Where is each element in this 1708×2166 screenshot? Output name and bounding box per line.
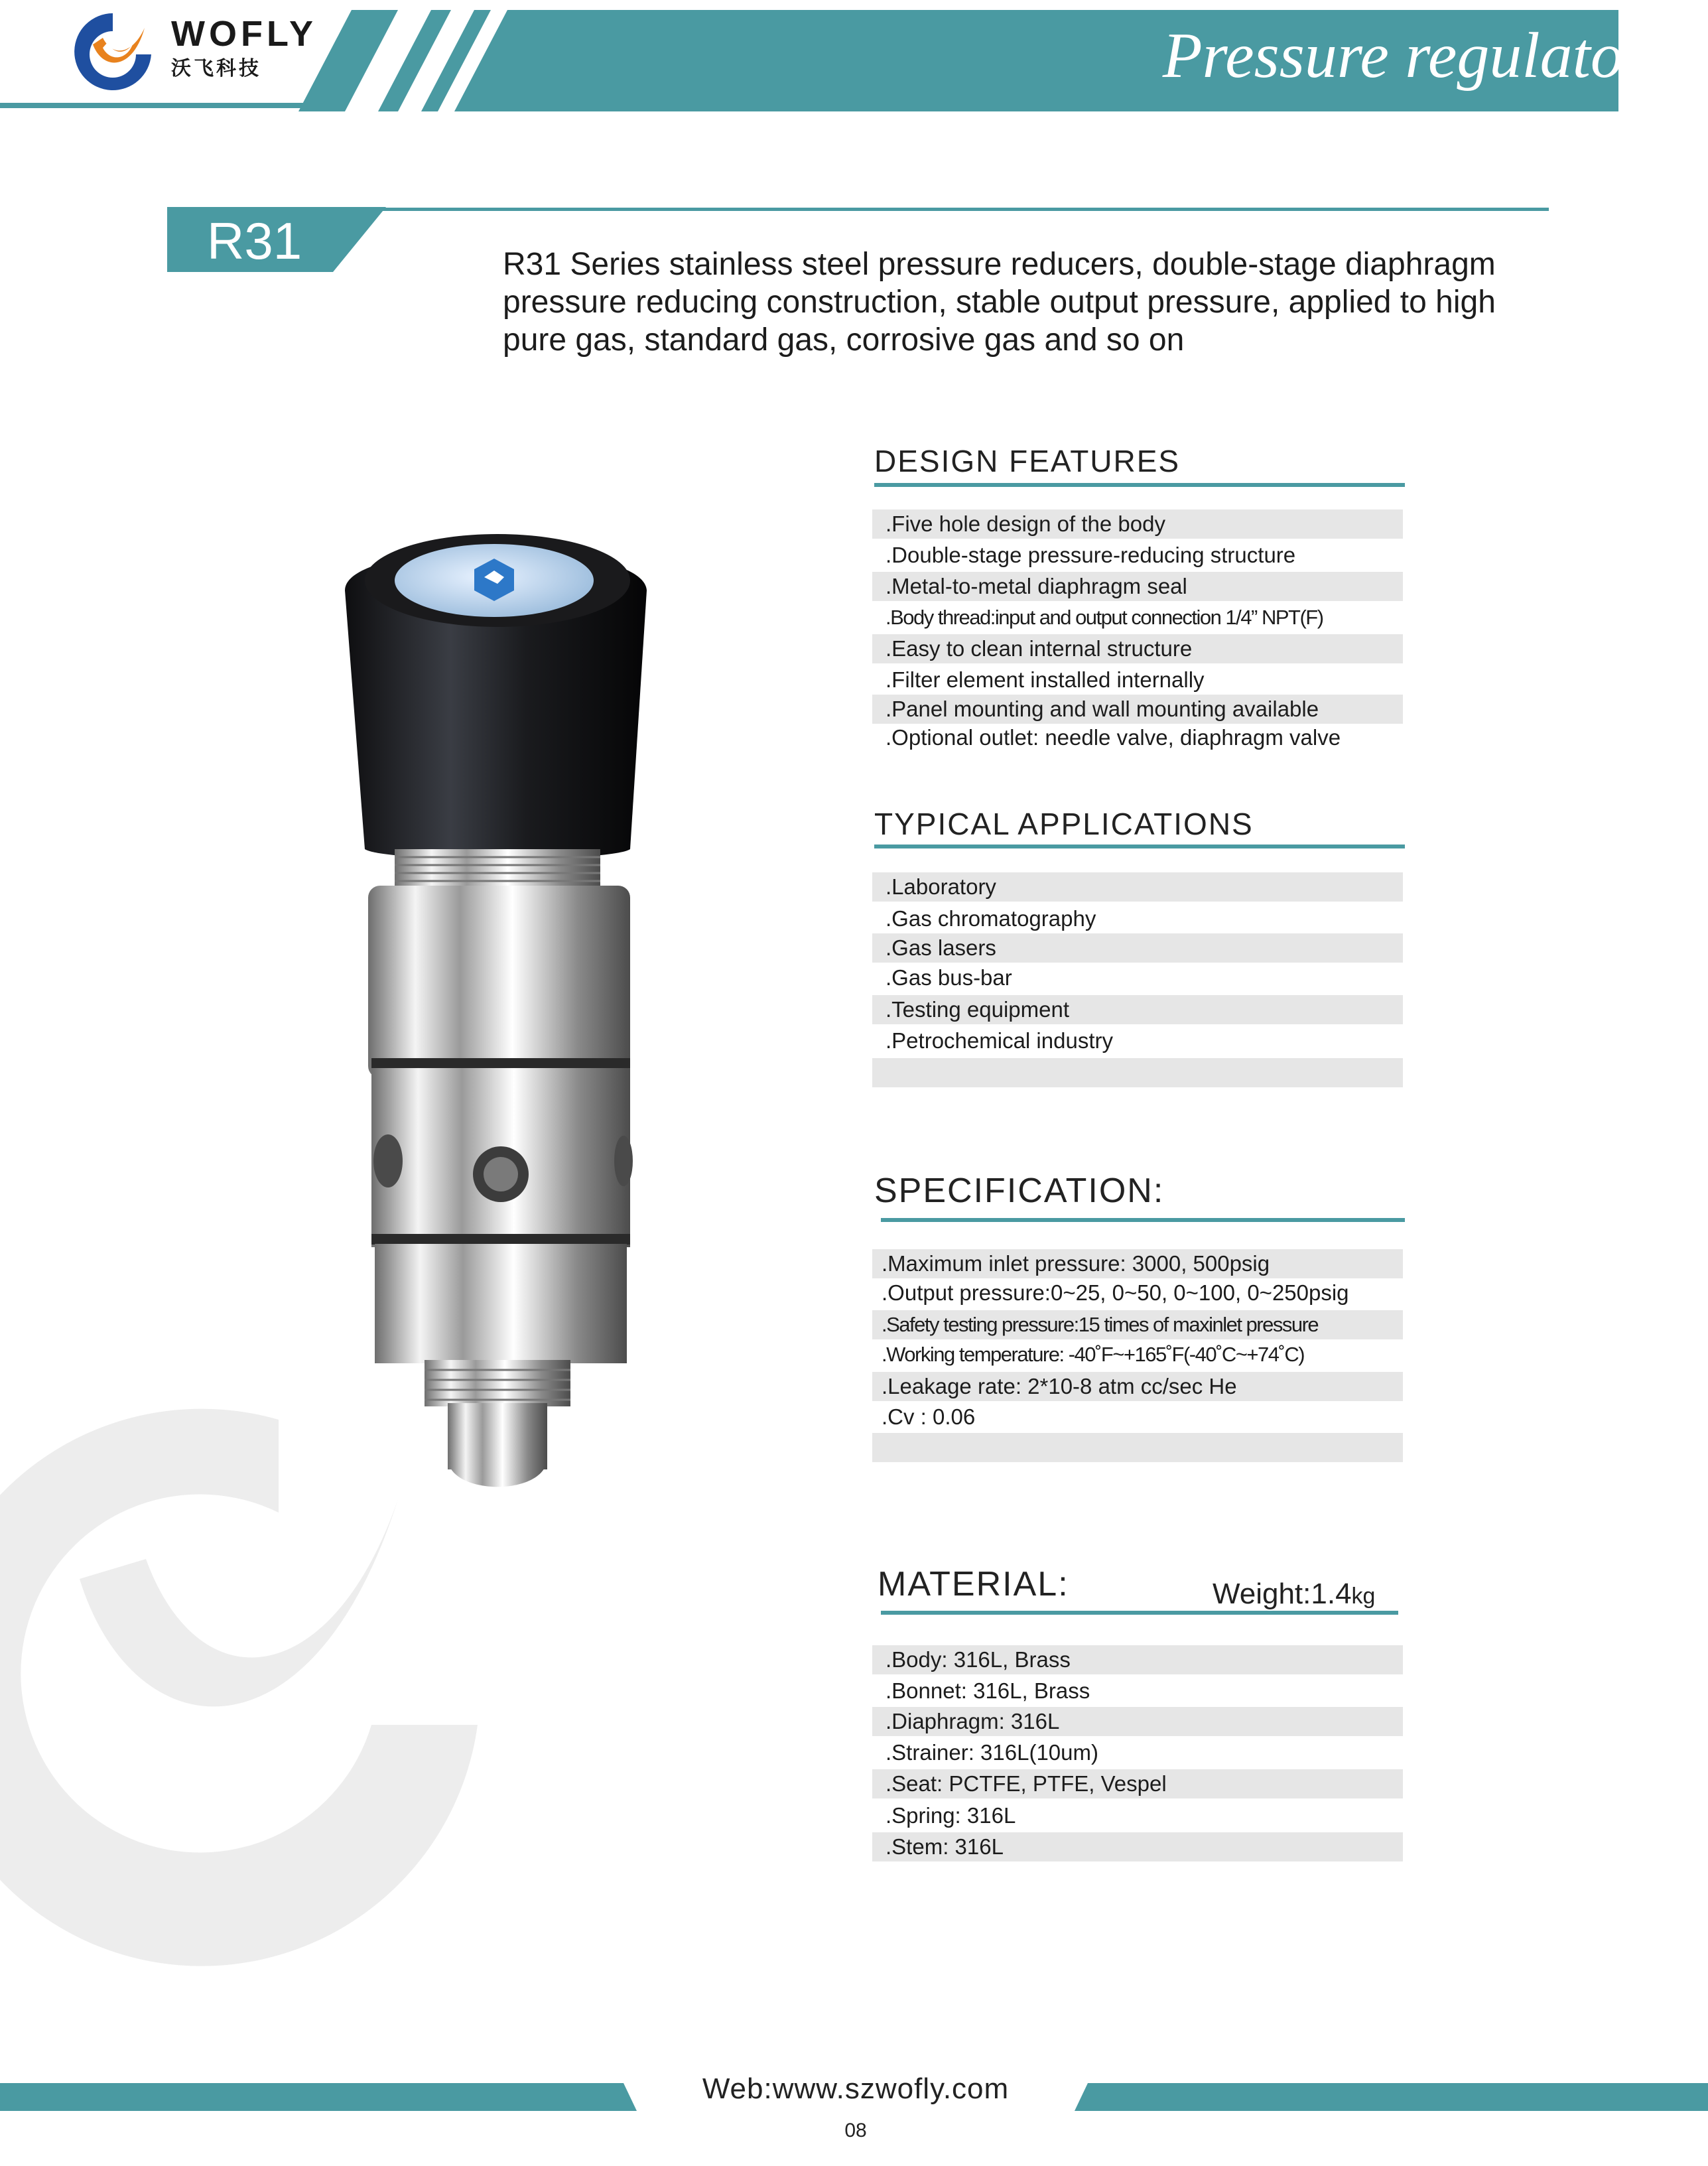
list-item: .Leakage rate: 2*10-8 atm cc/sec He bbox=[872, 1372, 1403, 1401]
list-item bbox=[872, 1433, 1403, 1462]
design-features-rule bbox=[874, 483, 1405, 487]
list-item: .Bonnet: 316L, Brass bbox=[886, 1678, 1090, 1703]
list-item: .Gas chromatography bbox=[886, 906, 1096, 931]
model-label: R31 bbox=[207, 212, 302, 270]
footer-website: Web:www.szwofly.com bbox=[702, 2072, 1010, 2105]
brand-chinese-name: 沃飞科技 bbox=[171, 58, 261, 80]
list-item: .Filter element installed internally bbox=[886, 667, 1205, 692]
list-item: .Body: 316L, Brass bbox=[872, 1645, 1403, 1674]
regulator-product-image bbox=[332, 517, 663, 1499]
list-item: .Stem: 316L bbox=[872, 1832, 1403, 1861]
typical-applications-rule bbox=[874, 845, 1405, 848]
list-item: .Panel mounting and wall mounting available bbox=[872, 695, 1403, 724]
page-title: Pressure regulator bbox=[1162, 20, 1648, 92]
list-item: .Metal-to-metal diaphragm seal bbox=[872, 572, 1403, 601]
list-item bbox=[872, 1058, 1403, 1087]
typical-applications-title: TYPICAL APPLICATIONS bbox=[874, 807, 1254, 841]
specification-title: SPECIFICATION: bbox=[874, 1172, 1165, 1210]
list-item: .Working temperature: -40˚F~+165˚F(-40˚C~+74˚C) bbox=[882, 1343, 1305, 1366]
list-item: .Output pressure:0~25, 0~50, 0~100, 0~250psig bbox=[882, 1280, 1349, 1305]
model-intro: R31 Series stainless steel pressure reducers, double-stage diaphragm pressure reducing construction, stable output pressure, applied to high pure gas, standard gas, corrosive gas and so on bbox=[503, 247, 1496, 358]
weight-unit: kg bbox=[1351, 1584, 1376, 1609]
brand-name: WOFLY bbox=[171, 14, 318, 54]
specification-rule bbox=[881, 1218, 1405, 1222]
list-item: .Spring: 316L bbox=[886, 1803, 1016, 1828]
list-item: .Gas bus-bar bbox=[886, 965, 1012, 990]
list-item: .Easy to clean internal structure bbox=[872, 634, 1403, 663]
list-item: .Gas lasers bbox=[872, 933, 1403, 963]
list-item: .Petrochemical industry bbox=[886, 1028, 1113, 1053]
list-item: .Double-stage pressure-reducing structure bbox=[886, 543, 1296, 567]
weight-value: Weight:1.4 bbox=[1213, 1578, 1352, 1610]
weight-label bbox=[1213, 1578, 1375, 1611]
list-item: .Diaphragm: 316L bbox=[872, 1707, 1403, 1736]
list-item: .Cv : 0.06 bbox=[882, 1404, 976, 1429]
list-item: .Safety testing pressure:15 times of maxinlet pressure bbox=[872, 1310, 1403, 1339]
material-rule bbox=[881, 1611, 1398, 1615]
list-item: .Laboratory bbox=[872, 872, 1403, 902]
design-features-title: DESIGN FEATURES bbox=[874, 444, 1181, 478]
list-item: .Five hole design of the body bbox=[872, 509, 1403, 539]
list-item: .Testing equipment bbox=[872, 995, 1403, 1024]
list-item: .Maximum inlet pressure: 3000, 500psig bbox=[872, 1249, 1403, 1278]
list-item: .Strainer: 316L(10um) bbox=[886, 1740, 1098, 1765]
page-number: 08 bbox=[844, 2120, 867, 2141]
model-rule bbox=[371, 208, 1549, 211]
material-title: MATERIAL: bbox=[878, 1565, 1069, 1603]
list-item: .Optional outlet: needle valve, diaphragm valve bbox=[886, 725, 1341, 750]
wofly-logo-icon bbox=[66, 8, 159, 91]
list-item: .Seat: PCTFE, PTFE, Vespel bbox=[872, 1769, 1403, 1798]
list-item: .Body thread:input and output connection 1/4” NPT(F) bbox=[886, 606, 1323, 629]
